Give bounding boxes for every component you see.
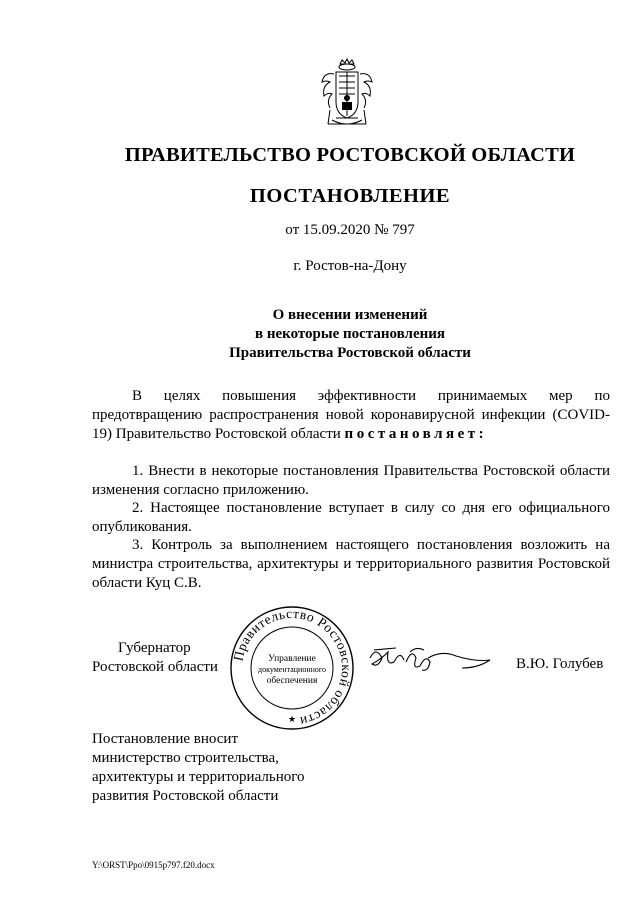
signatory-title-line: Губернатор: [118, 640, 191, 656]
signatory-name: В.Ю. Голубев: [516, 656, 604, 672]
stamp-inner-line: обеспечения: [266, 676, 318, 686]
introducer-line: министерство строительства,: [92, 750, 279, 766]
intro-text: В целях повышения эффективности принимаемых мер по предотвращению распространения новой коронавирусной инфекции (COVID-19) Правительство Ростовской области: [92, 388, 610, 442]
stamp-star-icon: ★: [287, 714, 297, 724]
intro-paragraph: [92, 387, 610, 444]
subject-line: в некоторые постановления: [254, 326, 446, 342]
organization-title: ПРАВИТЕЛЬСТВО РОСТОВСКОЙ ОБЛАСТИ: [124, 144, 576, 166]
coat-of-arms-icon: [318, 58, 376, 128]
introducer-line: Постановление вносит: [92, 731, 239, 747]
subject-line: Правительства Ростовской области: [229, 345, 471, 361]
signatory-title: [92, 639, 218, 677]
decree-item-3: 3. Контроль за выполнением настоящего постановления возложить на министра строительства, архитектуры и территориального развития Ростовской области Куц С.В.: [92, 537, 610, 591]
stamp-inner-line: Управление: [268, 654, 316, 664]
introducer-block: [92, 730, 305, 806]
introducer-line: развития Ростовской области: [92, 788, 279, 804]
signatory-title-line: Ростовской области: [92, 659, 218, 675]
document-subject: [0, 306, 640, 363]
document-date-number: от 15.09.2020 № 797: [285, 222, 415, 238]
decree-item-2: 2. Настоящее постановление вступает в силу со дня его официального опубликования.: [92, 500, 610, 535]
decree-verb: постановляет:: [344, 426, 488, 442]
official-stamp: [228, 604, 356, 732]
subject-line: О внесении изменений: [272, 307, 428, 323]
decree-item-1: 1. Внести в некоторые постановления Правительства Ростовской области изменения согласно приложению.: [92, 463, 610, 498]
handwritten-signature: [366, 640, 496, 680]
stamp-inner-line: документационного: [258, 665, 326, 674]
document-city: г. Ростов-на-Дону: [293, 258, 407, 274]
stamp-outer-text: Правительство Ростовской области: [230, 605, 355, 730]
introducer-line: архитектуры и территориального: [92, 769, 305, 785]
file-path-footer: Y:\ORST\Ppo\0915p797.f20.docx: [92, 860, 215, 870]
document-type-heading: ПОСТАНОВЛЕНИЕ: [249, 185, 451, 207]
